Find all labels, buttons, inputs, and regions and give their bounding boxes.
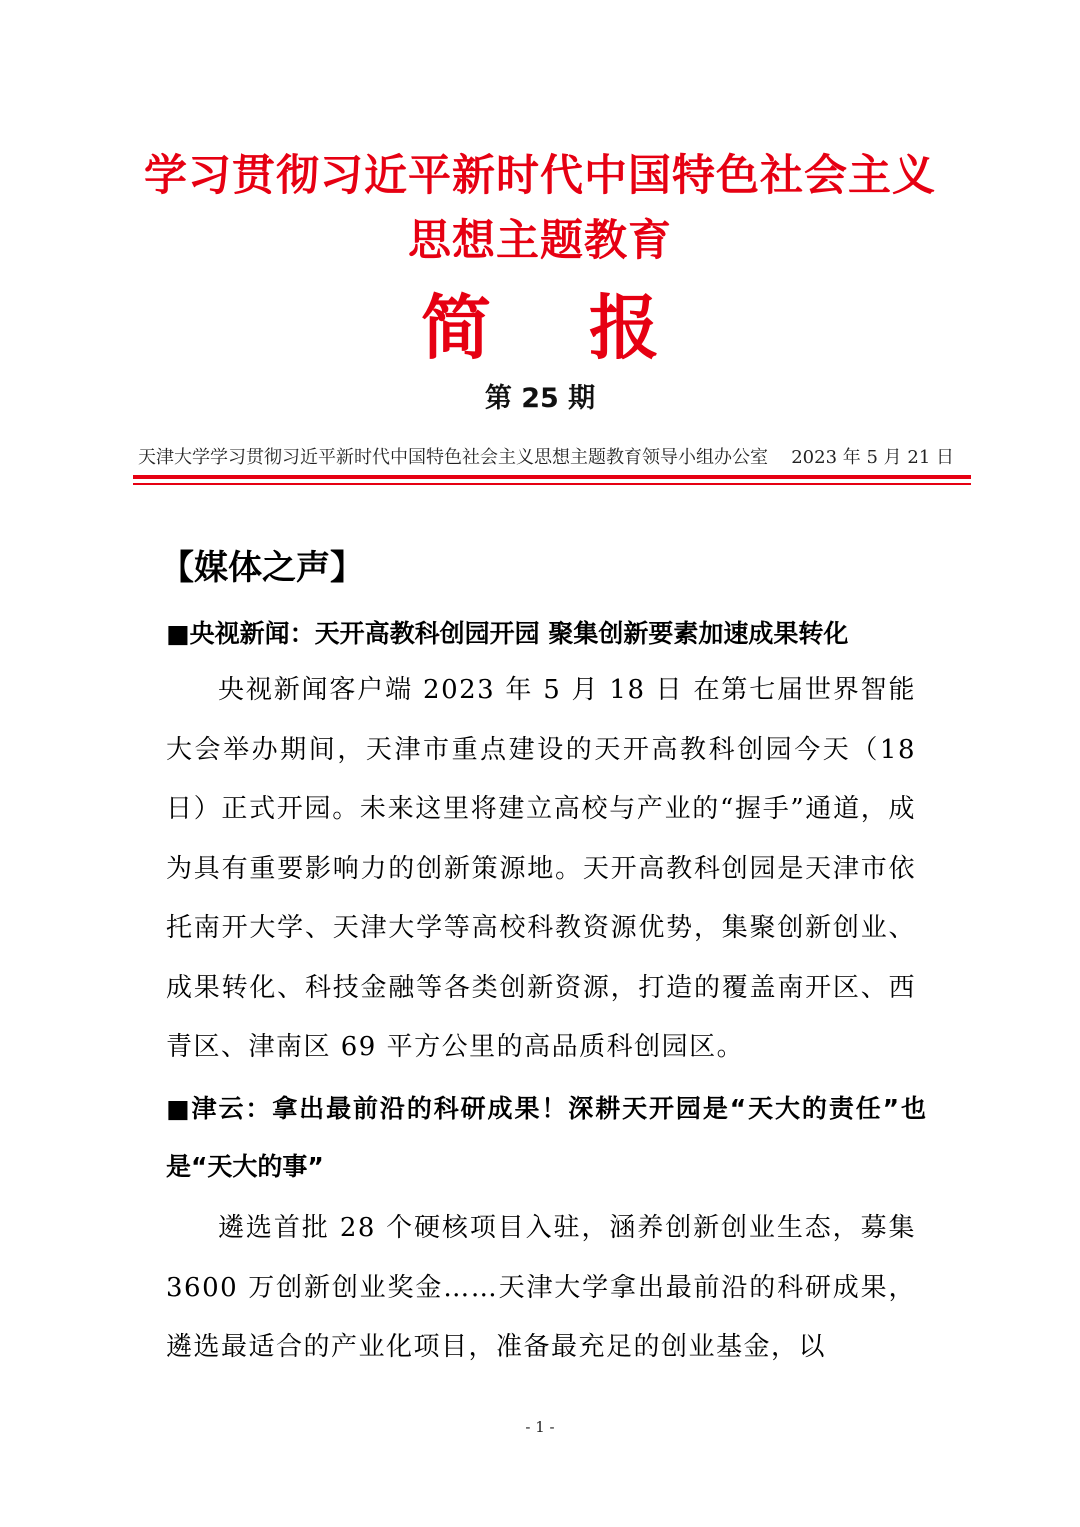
- issuer-name: 天津大学学习贯彻习近平新时代中国特色社会主义思想主题教育领导小组办公室: [138, 447, 768, 468]
- article-heading: ■央视新闻：天开高教科创园开园 聚集创新要素加速成果转化: [166, 619, 849, 648]
- issue-date: 2023 年 5 月 21 日: [791, 447, 954, 468]
- issue-number: 第 25 期: [484, 383, 596, 414]
- document-title-line-1: 学习贯彻习近平新时代中国特色社会主义: [144, 151, 936, 201]
- bulletin-name-char-2: 报: [589, 286, 659, 369]
- article-body: 央视新闻客户端 2023 年 5 月 18 日 在第七届世界智能大会举办期间，天津市重点建设的天开高教科创园今天（18 日）正式开园。未来这里将建立高校与产业的“握手”通道，成为具有重要影响力的创新策源地。天开高教科创园是天津市依托南开大学、天津大学等高校科教资源优势，集聚创新创业、成果转化、科技金融等各类创新资源，打造的覆盖南开区、西青区、津南区 69 平方公里的高品质科创园区。: [166, 675, 916, 1062]
- page-number: - 1 -: [525, 1418, 555, 1436]
- bulletin-name: [0, 272, 1080, 373]
- header-divider-thin: [133, 483, 971, 485]
- article-body: 遴选首批 28 个硬核项目入驻，涵养创新创业生态，募集 3600 万创新创业奖金……天津大学拿出最前沿的科研成果，遴选最适合的产业化项目，准备最充足的创业基金，以: [166, 1213, 916, 1362]
- bulletin-name-char-1: 简: [421, 286, 491, 369]
- header-divider-thick: [133, 475, 971, 479]
- document-title-line-2: 思想主题教育: [408, 216, 672, 266]
- article-heading: ■津云：拿出最前沿的科研成果！深耕天开园是“天大的责任”也是“天大的事”: [166, 1094, 926, 1181]
- section-heading: 【媒体之声】: [160, 548, 364, 588]
